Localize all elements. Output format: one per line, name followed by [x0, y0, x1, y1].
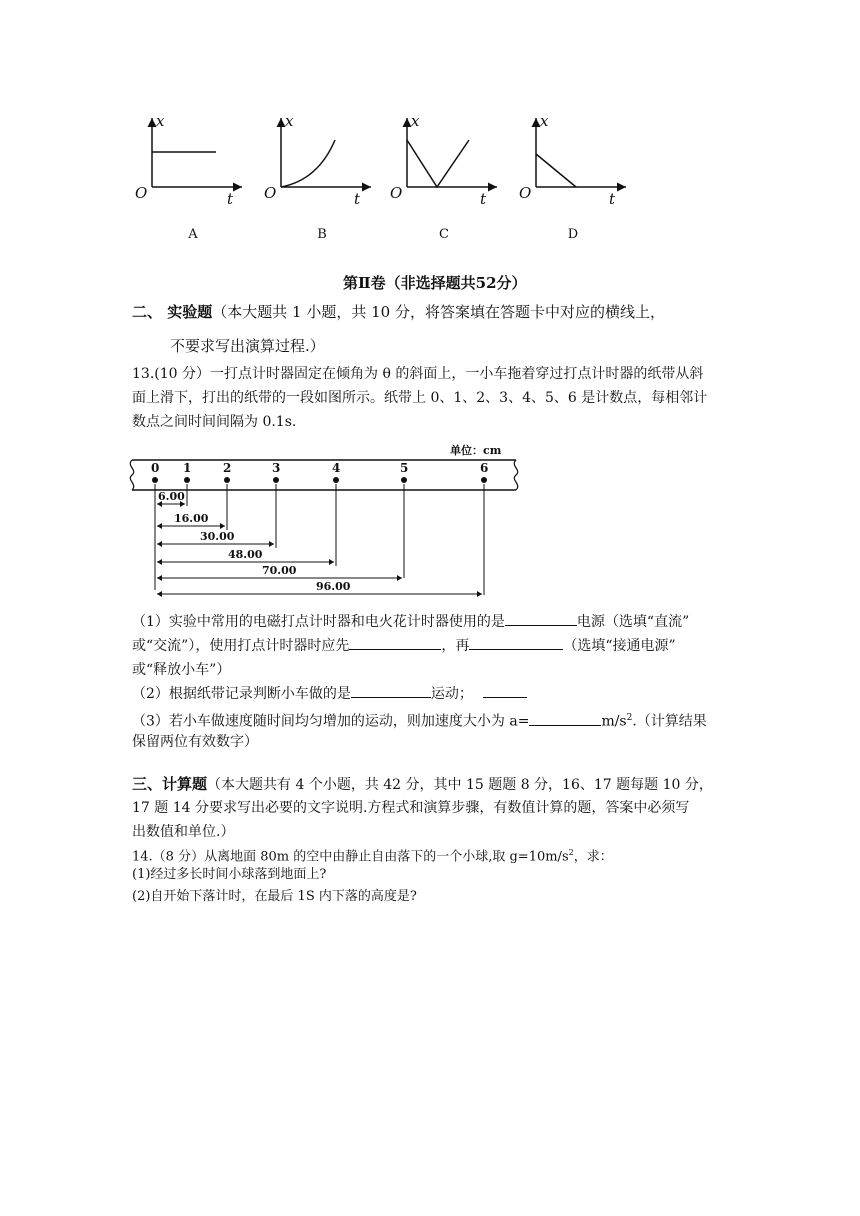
- calc-section-desc-3: 出数值和单位.）: [132, 824, 235, 840]
- graph-c: [389, 112, 504, 212]
- tape-point-0: 0: [151, 461, 160, 475]
- tape-point-3: 3: [272, 461, 281, 475]
- graph-d: [518, 112, 633, 212]
- axis-x-label: x: [411, 112, 420, 130]
- q13-part-1-text: ，再: [441, 638, 470, 654]
- tape-unit-label: 单位：cm: [450, 444, 502, 457]
- q14-text: 14.（8 分）从离地面 80m 的空中由静止自由落下的一个小球,取 g=10m/s: [132, 849, 569, 865]
- q13-part-1-text: 电源（选填“直流”: [576, 614, 690, 630]
- axis-t-label: t: [227, 190, 234, 208]
- tape-point-6: 6: [480, 461, 489, 475]
- calc-section-header: [132, 772, 713, 797]
- section-heading: 二、 实验题: [132, 303, 213, 321]
- paper-tape-figure: [124, 440, 524, 600]
- option-label-a: A: [188, 227, 198, 242]
- tape-distance-5: 70.00: [262, 564, 297, 577]
- q13-part-1-line-3: 或“释放小车”）: [132, 662, 231, 678]
- graph-b: [263, 112, 378, 212]
- tape-distance-3: 30.00: [200, 530, 235, 543]
- q13-part-3-unit-sup: 2: [626, 713, 633, 723]
- origin-label: O: [519, 184, 532, 202]
- experiment-section-desc-2: 不要求写出演算过程.）: [170, 337, 325, 355]
- axis-t-label: t: [609, 190, 616, 208]
- tape-point-4: 4: [332, 461, 341, 475]
- q13-part-2-text: （2）根据纸带记录判断小车做的是: [132, 686, 351, 702]
- origin-label: O: [390, 184, 403, 202]
- q13-part-3-unit: m/s: [601, 713, 627, 730]
- q13-part-3-line-2: 保留两位有效数字）: [132, 734, 258, 750]
- q14-sub-1: (1)经过多长时间小球落到地面上?: [132, 867, 327, 882]
- option-label-b: B: [317, 227, 327, 242]
- answer-blank-extra[interactable]: [483, 683, 527, 698]
- axis-x-label: x: [285, 112, 294, 130]
- tape-distance-2: 16.00: [174, 512, 209, 525]
- experiment-section-header: [132, 298, 665, 326]
- section-heading: 三、计算题: [132, 775, 208, 793]
- q13-line-2: 面上滑下，打出的纸带的一段如图所示。纸带上 0、1、2、3、4、5、6 是计数点，每相邻计: [132, 390, 708, 406]
- option-label-c: C: [439, 227, 449, 242]
- option-label-d: D: [567, 227, 579, 242]
- q13-line-3: 数点之间时间间隔为 0.1s.: [132, 414, 297, 430]
- tape-distance-1: 6.00: [158, 490, 185, 503]
- origin-label: O: [264, 184, 277, 202]
- section-desc: （本大题共 1 小题，共 10 分，将答案填在答题卡中对应的横线上，: [212, 303, 665, 321]
- q13-line-1: 13.(10 分）一打点计时器固定在倾角为 θ 的斜面上，一小车拖着穿过打点计时器的纸带从斜: [132, 366, 704, 382]
- q13-part-2: [132, 682, 527, 706]
- axis-x-label: x: [156, 112, 165, 130]
- answer-blank-power-type[interactable]: [505, 611, 577, 626]
- q13-part-1-text: （选填“接通电源”: [563, 638, 676, 654]
- q13-part-1-text: 或“交流”），使用打点计时器时应先: [132, 638, 350, 654]
- q13-part-1-text: （1）实验中常用的电磁打点计时器和电火花计时器使用的是: [132, 614, 505, 630]
- section-desc: （本大题共有 4 个小题，共 42 分，其中 15 题题 8 分，16、17 题每题 10 分，: [207, 777, 713, 793]
- tape-distance-4: 48.00: [228, 548, 263, 561]
- tape-point-5: 5: [400, 461, 409, 475]
- graph-a: [134, 112, 249, 212]
- q14-sub-2: (2)自开始下落计时，在最后 1S 内下落的高度是?: [132, 889, 417, 904]
- tape-point-1: 1: [183, 461, 192, 475]
- axis-x-label: x: [540, 112, 549, 130]
- q13-part-3-text: .（计算结果: [632, 713, 707, 730]
- q14-text: ，求：: [573, 849, 613, 865]
- section-ii-title: 第Ⅱ卷（非选择题共52分）: [343, 274, 527, 292]
- answer-blank-second-step[interactable]: [469, 635, 563, 650]
- answer-blank-first-step[interactable]: [349, 635, 441, 650]
- origin-label: O: [135, 184, 148, 202]
- answer-blank-acceleration[interactable]: [529, 711, 601, 726]
- axis-t-label: t: [354, 190, 361, 208]
- axis-t-label: t: [480, 190, 487, 208]
- q13-part-1-line-2: [132, 634, 676, 658]
- calc-section-desc-2: 17 题 14 分要求写出必要的文字说明.方程式和演算步骤，有数值计算的题，答案中必须写: [132, 800, 690, 816]
- tape-distance-6: 96.00: [316, 580, 351, 593]
- tape-point-2: 2: [223, 461, 232, 475]
- q13-part-3-text: （3）若小车做速度随时间均匀增加的运动，则加速度大小为 a=: [132, 713, 530, 730]
- answer-blank-motion-type[interactable]: [351, 683, 431, 698]
- q13-part-2-text: 运动；: [430, 686, 473, 702]
- q13-part-1-line-1: [132, 610, 689, 634]
- q14-unit-sup: 2: [568, 848, 574, 857]
